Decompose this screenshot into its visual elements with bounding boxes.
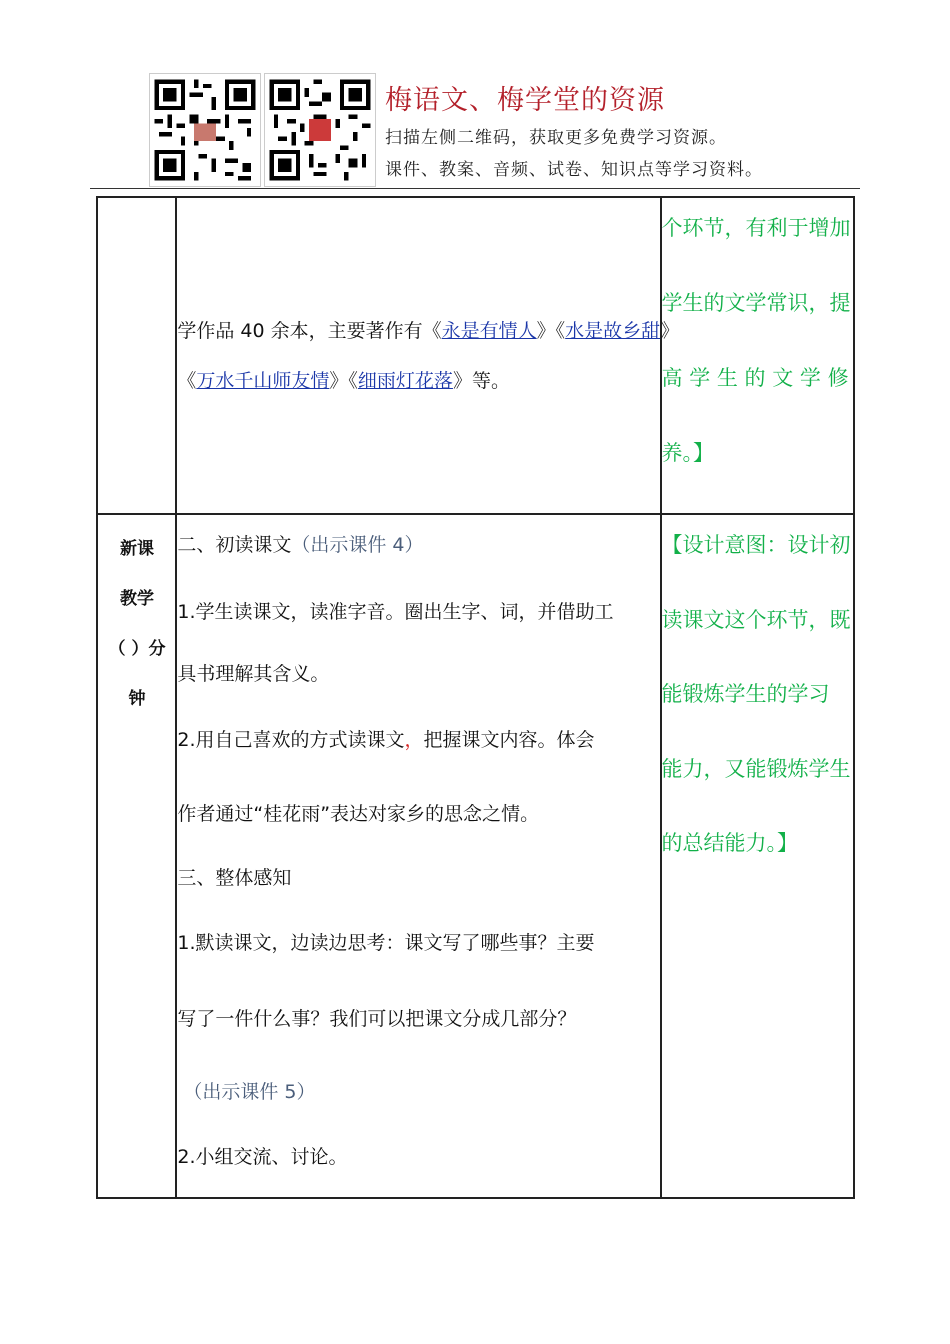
page-header bbox=[0, 0, 950, 195]
author-works-line: 学作品 40 余本，主要著作有《永是有情人》《水是故乡甜》 bbox=[177, 320, 680, 342]
stage-label: 钟 bbox=[128, 689, 146, 709]
author-works-line: 《万水千山师友情》《细雨灯花落》等。 bbox=[177, 370, 510, 392]
stage-cell bbox=[97, 514, 176, 1198]
brand-title: 梅语文、梅学堂的资源 bbox=[385, 85, 665, 116]
design-note-line: 的总结能力。】 bbox=[661, 831, 799, 855]
stage-duration: （ ）分 bbox=[108, 639, 166, 659]
activity-text: 1.学生读课文，读准字音。圈出生字、词，并借助工 bbox=[177, 601, 614, 623]
design-note-line: 能锻炼学生的学习 bbox=[661, 682, 830, 706]
qr-code-image bbox=[264, 73, 376, 187]
activity-text: 2.用自己喜欢的方式读课文，把握课文内容。体会 bbox=[177, 729, 595, 751]
activity-text: 1.默读课文，边读边思考：课文写了哪些事？主要 bbox=[177, 932, 595, 954]
design-note-line: 读课文这个环节，既 bbox=[661, 608, 851, 632]
activity-text: 2.小组交流、讨论。 bbox=[177, 1146, 348, 1168]
content-cell bbox=[176, 514, 660, 1198]
design-note-line: 【设计意图：设计初 bbox=[661, 533, 851, 557]
slide-reference: （出示课件 5） bbox=[183, 1081, 316, 1103]
lesson-plan-table bbox=[96, 196, 855, 1199]
activity-text: 作者通过“桂花雨”表达对家乡的思念之情。 bbox=[177, 803, 540, 825]
design-note-line: 能力，又能锻炼学生 bbox=[661, 757, 851, 781]
header-divider bbox=[90, 188, 860, 189]
qr-code-image bbox=[149, 73, 261, 187]
activity-text: 写了一件什么事？我们可以把课文分成几部分？ bbox=[177, 1008, 577, 1030]
table-row bbox=[97, 197, 854, 514]
table-row bbox=[97, 514, 854, 1198]
work-link[interactable]: 水是故乡甜 bbox=[565, 320, 661, 342]
stage-label: 教学 bbox=[120, 589, 154, 609]
design-note-line: 个环节，有利于增加 bbox=[661, 216, 851, 240]
design-note-cell bbox=[661, 514, 854, 1198]
work-link[interactable]: 细雨灯花落 bbox=[357, 370, 453, 392]
section-heading: 二、初读课文（出示课件 4） bbox=[177, 534, 424, 556]
brand-tagline: 扫描左侧二维码，获取更多免费学习资源。 bbox=[385, 128, 727, 148]
work-link[interactable]: 永是有情人 bbox=[441, 320, 537, 342]
stage-cell bbox=[97, 197, 176, 514]
section-heading: 三、整体感知 bbox=[177, 867, 292, 889]
work-link[interactable]: 万水千山师友情 bbox=[196, 370, 330, 392]
slide-reference: （出示课件 4） bbox=[291, 534, 424, 556]
design-note-line: 高 学 生 的 文 学 修 bbox=[661, 366, 849, 390]
brand-resources-line: 课件、教案、音频、试卷、知识点等学习资料。 bbox=[385, 160, 763, 180]
design-note-cell bbox=[661, 197, 854, 514]
design-note-line: 养。】 bbox=[661, 441, 715, 465]
content-cell bbox=[176, 197, 680, 514]
design-note-line: 学生的文学常识，提 bbox=[661, 291, 851, 315]
activity-text: 具书理解其含义。 bbox=[177, 663, 330, 685]
stage-label: 新课 bbox=[120, 539, 154, 559]
